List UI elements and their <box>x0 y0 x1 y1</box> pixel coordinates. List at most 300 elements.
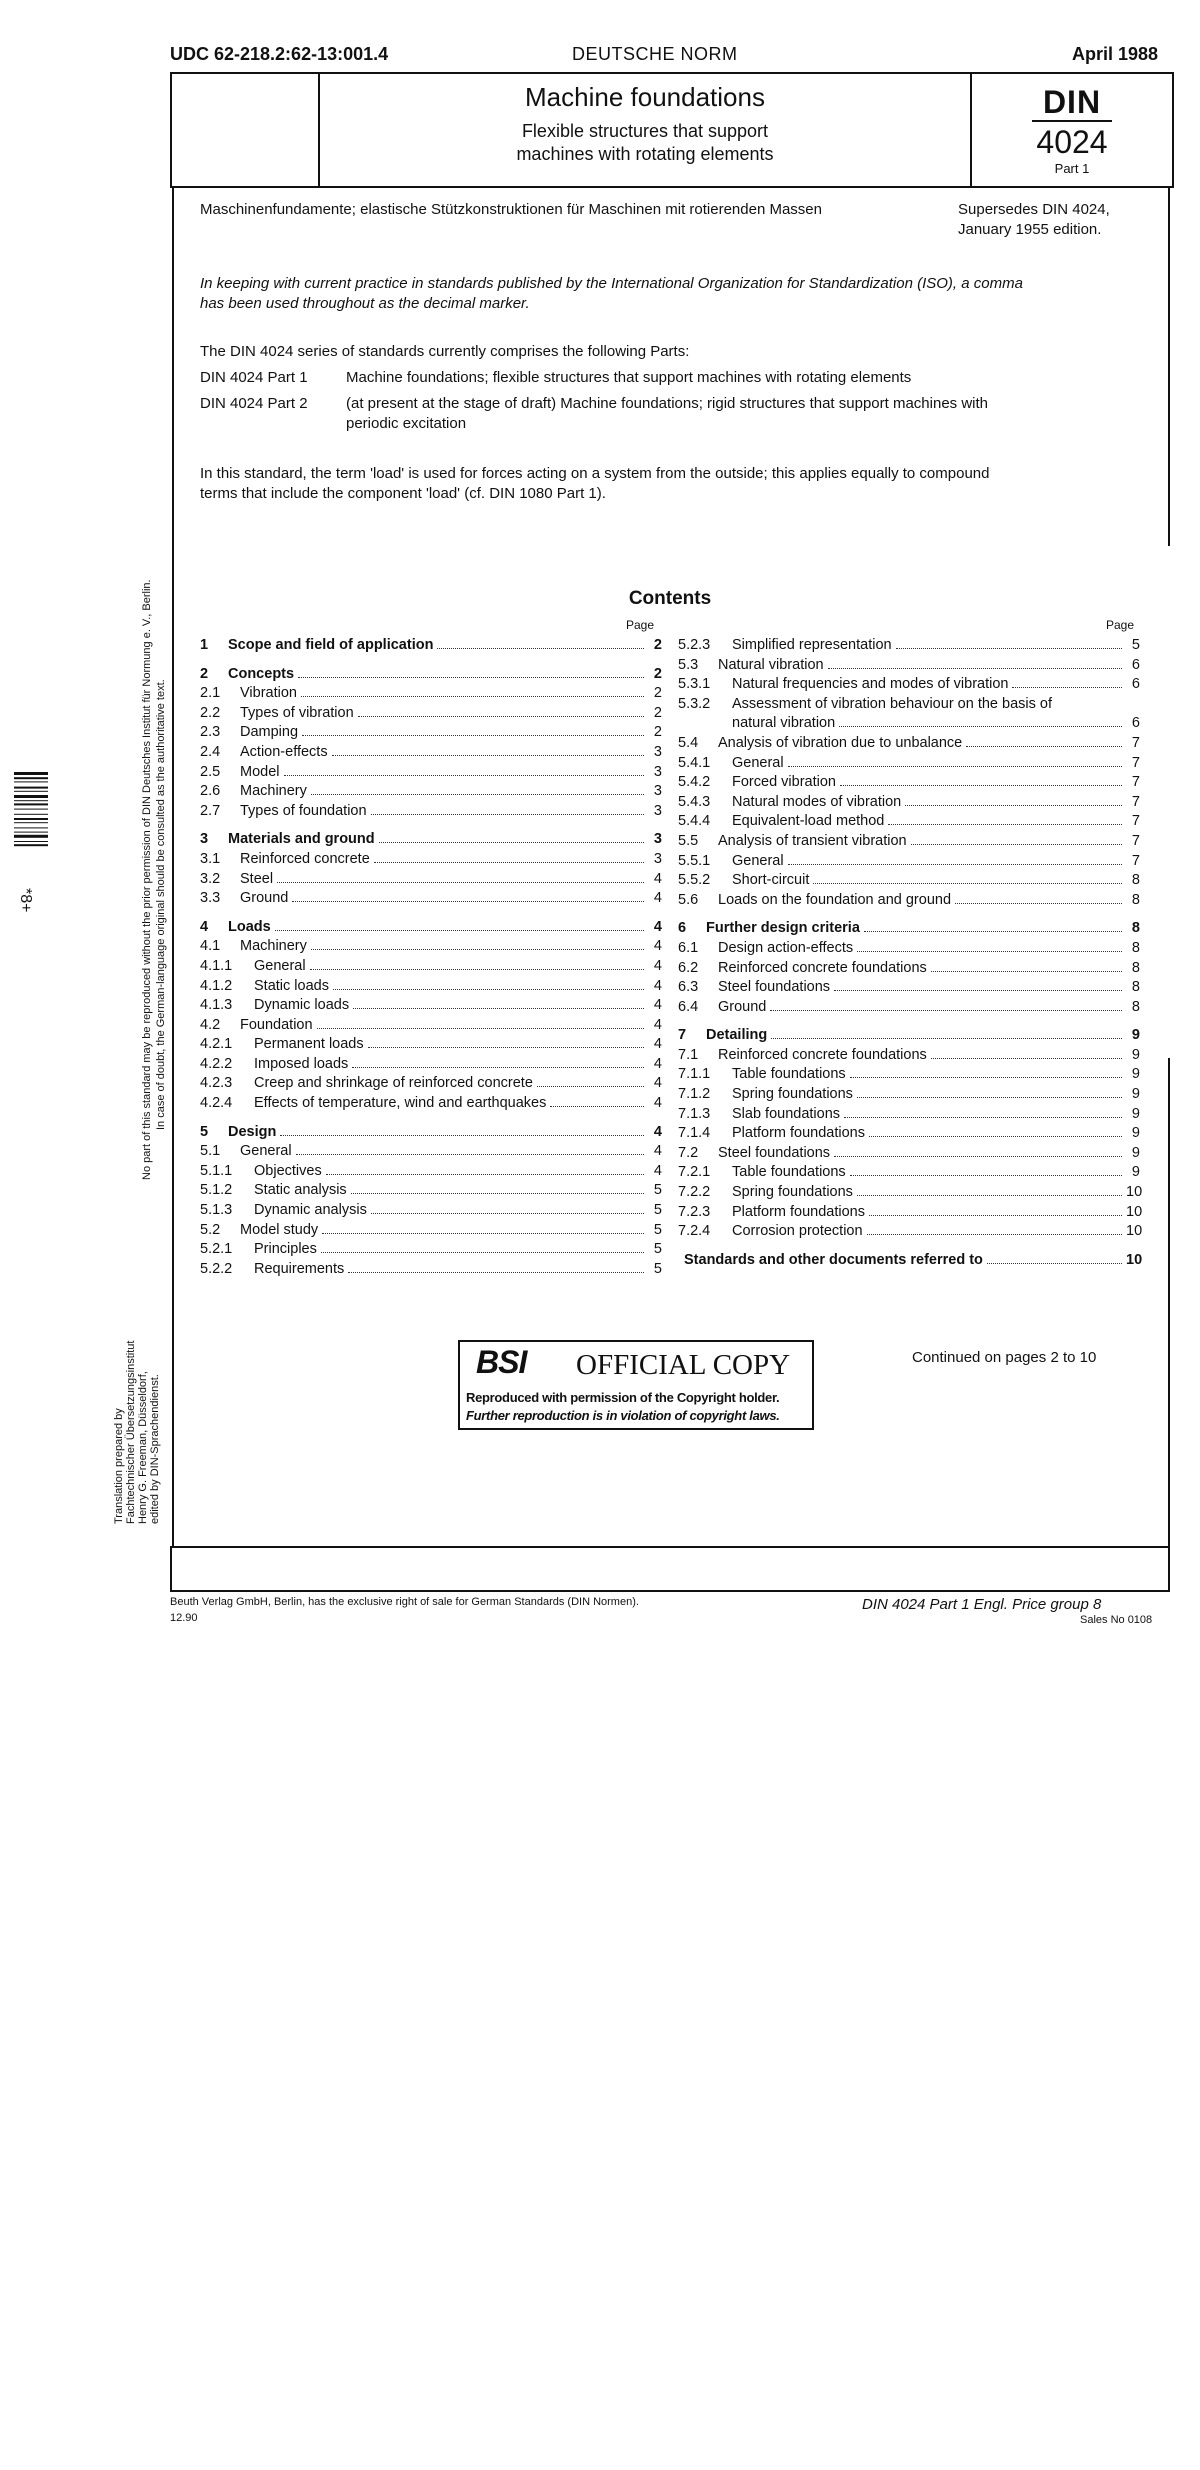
toc-leader-dots <box>788 852 1122 865</box>
toc-leader-dots <box>987 1251 1122 1264</box>
contents-list-right <box>678 636 1143 1270</box>
toc-entry-number: 4.1.3 <box>200 997 233 1014</box>
toc-entry-number: 5.4 <box>678 734 699 751</box>
toc-entry-page: 3 <box>653 783 662 800</box>
toc-leader-dots <box>326 1162 644 1175</box>
toc-entry-number: 7.2.3 <box>678 1203 711 1220</box>
toc-entry-page: 9 <box>1131 1164 1140 1181</box>
toc-entry-title: Analysis of vibration due to unbalance <box>718 734 963 751</box>
toc-leader-dots <box>1012 675 1122 688</box>
toc-entry-page: 7 <box>1131 793 1140 810</box>
toc-entry-title: Static loads <box>254 977 329 994</box>
toc-entry-number: 7.1 <box>678 1046 699 1063</box>
toc-entry <box>200 1035 662 1055</box>
toc-leader-dots <box>850 1163 1122 1176</box>
toc-entry-number: 1 <box>200 637 209 653</box>
deutsche-norm-label: DEUTSCHE NORM <box>572 44 738 64</box>
toc-leader-dots <box>352 1055 644 1068</box>
footer-reference: DIN 4024 Part 1 Engl. Price group 8 <box>862 1596 1102 1613</box>
barcode-bar <box>14 814 48 815</box>
toc-leader-dots <box>869 1124 1122 1137</box>
toc-leader-dots <box>292 889 644 902</box>
toc-entry-page: 8 <box>1131 920 1140 937</box>
toc-entry-title: Table foundations <box>732 1066 846 1083</box>
toc-entry <box>678 754 1140 774</box>
toc-entry <box>200 1162 662 1182</box>
toc-entry-page: 8 <box>1131 939 1140 956</box>
toc-entry-number: 5.3.1 <box>678 676 711 693</box>
toc-entry-title: natural vibration <box>732 715 836 732</box>
load-note-line-2: terms that include the component 'load' (cf. DIN 1080 Part 1). <box>200 485 606 502</box>
toc-entry <box>678 793 1140 813</box>
toc-entry-page: 4 <box>653 977 662 994</box>
toc-entry-number: 5.4.4 <box>678 813 711 830</box>
toc-leader-dots <box>353 996 644 1009</box>
toc-entry-title: Spring foundations <box>732 1086 853 1103</box>
toc-entry-number: 5.3 <box>678 656 699 673</box>
barcode-bar <box>14 809 48 810</box>
toc-entry <box>678 832 1140 852</box>
toc-entry <box>200 918 662 938</box>
toc-entry-page: 10 <box>1126 1223 1143 1240</box>
toc-entry-number: 5.1.2 <box>200 1182 233 1199</box>
title-divider-right <box>970 72 972 186</box>
toc-entry-page: 8 <box>1131 891 1140 908</box>
barcode-bar <box>14 781 48 782</box>
toc-leader-dots <box>857 939 1122 952</box>
barcode-bar <box>14 795 48 798</box>
toc-entry <box>200 802 662 822</box>
toc-entry <box>200 937 662 957</box>
bsi-logo: BSI <box>476 1344 527 1380</box>
din-logo-underline <box>1032 120 1112 122</box>
toc-entry-number: 5.2 <box>200 1221 221 1238</box>
toc-entry-page: 9 <box>1131 1105 1140 1122</box>
toc-leader-dots <box>348 1260 644 1273</box>
toc-leader-dots <box>839 714 1122 727</box>
standard-part: Part 1 <box>1054 161 1090 176</box>
continued-note: Continued on pages 2 to 10 <box>912 1349 1097 1366</box>
toc-entry <box>200 977 662 997</box>
toc-entry-title: Types of vibration <box>240 704 354 721</box>
toc-entry-number: 4.1.1 <box>200 957 233 974</box>
toc-entry-number: 2.6 <box>200 783 221 800</box>
toc-entry-page: 4 <box>653 1055 662 1072</box>
toc-entry-number: 6.1 <box>678 939 699 956</box>
toc-leader-dots <box>864 919 1122 932</box>
toc-entry-page: 4 <box>653 1123 662 1140</box>
toc-entry <box>678 1085 1140 1105</box>
barcode-icon <box>14 772 48 872</box>
toc-entry-title: Platform foundations <box>732 1203 865 1220</box>
toc-entry-number: 7.1.2 <box>678 1086 711 1103</box>
frame-line-right-bottom <box>1168 1058 1170 1548</box>
toc-entry-page: 3 <box>653 802 662 819</box>
toc-entry-title: Imposed loads <box>254 1055 349 1072</box>
toc-leader-dots <box>311 937 644 950</box>
toc-entry <box>200 1181 662 1201</box>
toc-entry-number: 7.2.4 <box>678 1223 711 1240</box>
toc-leader-dots <box>857 1183 1122 1196</box>
toc-entry-page: 9 <box>1131 1046 1140 1063</box>
toc-entry-page: 10 <box>1126 1203 1143 1220</box>
comma-note-line-2: has been used throughout as the decimal marker. <box>200 295 530 312</box>
toc-entry <box>200 1240 662 1260</box>
toc-entry-page: 10 <box>1126 1184 1143 1201</box>
toc-entry-number: 4.2.4 <box>200 1095 233 1112</box>
toc-entry <box>678 1163 1140 1183</box>
toc-entry-page: 3 <box>653 831 662 848</box>
toc-leader-dots <box>322 1221 644 1234</box>
toc-entry-page: 9 <box>1131 1027 1140 1044</box>
toc-entry-title: Loads <box>228 918 271 935</box>
toc-entry-number: 2.2 <box>200 704 221 721</box>
barcode-bar <box>14 844 48 846</box>
toc-entry-page: 9 <box>1131 1066 1140 1083</box>
toc-entry-title: Loads on the foundation and ground <box>718 891 952 908</box>
toc-entry <box>200 763 662 783</box>
toc-entry-title: General <box>732 754 784 771</box>
subtitle-line-2: machines with rotating elements <box>516 144 774 164</box>
frame-line-right-top <box>1168 186 1170 546</box>
toc-leader-dots <box>277 870 644 883</box>
toc-entry <box>200 830 662 850</box>
toc-leader-dots <box>321 1240 644 1253</box>
barcode-bar <box>14 803 48 805</box>
toc-entry-title: Equivalent-load method <box>732 813 885 830</box>
part2-text-cont: periodic excitation <box>346 415 467 432</box>
toc-entry-page: 7 <box>1131 734 1140 751</box>
toc-leader-dots <box>310 957 644 970</box>
toc-leader-dots <box>275 918 644 931</box>
toc-entry-number: 5.4.1 <box>678 754 711 771</box>
toc-entry-number: 5 <box>200 1123 209 1140</box>
barcode-bar <box>14 841 48 842</box>
toc-entry-number: 7.1.3 <box>678 1105 711 1122</box>
toc-leader-dots <box>911 832 1122 845</box>
toc-leader-dots <box>813 871 1122 884</box>
toc-entry <box>678 656 1140 676</box>
toc-leader-dots <box>332 743 644 756</box>
toc-leader-dots <box>955 891 1122 904</box>
toc-entry-page: 2 <box>653 665 662 682</box>
toc-entry-page: 4 <box>653 890 662 907</box>
toc-entry <box>200 1260 662 1280</box>
toc-entry <box>678 998 1140 1018</box>
toc-entry-page: 7 <box>1131 754 1140 771</box>
toc-entry <box>678 939 1140 959</box>
toc-entry-title: Simplified representation <box>732 637 892 653</box>
toc-entry-title: Further design criteria <box>706 920 860 937</box>
toc-entry <box>200 889 662 909</box>
udc-code: UDC 62-218.2:62-13:001.4 <box>170 44 389 64</box>
load-note-line-1: In this standard, the term 'load' is used for forces acting on a system from the outside; this applies equally to compound <box>200 465 990 482</box>
toc-entry-title: Reinforced concrete foundations <box>718 1046 927 1063</box>
translation-credit-line-2: Fachtechnischer Übersetzungsinstitut <box>125 1340 137 1524</box>
toc-leader-dots <box>379 830 644 843</box>
toc-leader-dots <box>437 636 644 649</box>
toc-entry-title: Table foundations <box>732 1164 846 1181</box>
toc-entry-title: Principles <box>254 1241 317 1258</box>
toc-entry <box>678 1222 1143 1242</box>
bsi-notice-line-2: Further reproduction is in violation of copyright laws. <box>466 1408 780 1423</box>
toc-entry <box>678 734 1140 754</box>
toc-leader-dots <box>931 1046 1122 1059</box>
barcode-bar <box>14 835 48 838</box>
supersedes-line-1: Supersedes DIN 4024, <box>958 201 1110 218</box>
toc-entry <box>200 636 662 656</box>
toc-leader-dots <box>374 850 644 863</box>
toc-entry-number: 7.2.1 <box>678 1164 711 1181</box>
part2-label: DIN 4024 Part 2 <box>200 395 308 412</box>
toc-entry <box>678 871 1140 891</box>
comma-note-line-1: In keeping with current practice in standards published by the International Organization for Standardization (ISO), a comma <box>200 275 1023 292</box>
toc-entry-number: 5.6 <box>678 891 699 908</box>
toc-entry-page: 8 <box>1131 872 1140 889</box>
toc-entry-number: 5.2.2 <box>200 1260 233 1277</box>
toc-entry-number: 7.1.1 <box>678 1066 711 1083</box>
toc-entry-page: 5 <box>653 1221 662 1238</box>
toc-entry <box>678 852 1140 872</box>
toc-entry-title: Concepts <box>228 665 295 682</box>
toc-entry <box>200 1055 662 1075</box>
toc-entry-number: 2.1 <box>200 685 221 702</box>
toc-entry <box>678 695 1140 715</box>
toc-leader-dots <box>537 1074 644 1087</box>
toc-entry-title: Materials and ground <box>228 831 375 848</box>
barcode-bar <box>14 818 48 820</box>
toc-entry-title: Model <box>240 763 280 780</box>
toc-entry-title: Types of foundation <box>240 802 367 819</box>
toc-entry-title: Assessment of vibration behaviour on the basis of <box>732 695 1052 712</box>
toc-entry <box>678 1026 1140 1046</box>
barcode-bar <box>14 800 48 801</box>
toc-entry-page: 4 <box>653 1036 662 1053</box>
toc-entry-number: 4.2 <box>200 1016 221 1033</box>
toc-entry-number: 3.1 <box>200 850 221 867</box>
contents-heading: Contents <box>628 588 712 609</box>
toc-leader-dots <box>850 1065 1122 1078</box>
toc-entry-title: Design <box>228 1123 277 1140</box>
toc-entry-number: 4 <box>200 918 209 935</box>
toc-entry-page: 3 <box>653 763 662 780</box>
toc-entry-number: 7.1.4 <box>678 1125 711 1142</box>
toc-entry-title: Machinery <box>240 938 307 955</box>
toc-entry <box>678 919 1140 939</box>
toc-entry-number: 5.5.2 <box>678 872 711 889</box>
toc-entry-number: 5.1.3 <box>200 1202 233 1219</box>
toc-entry-title: Natural frequencies and modes of vibration <box>732 676 1009 693</box>
toc-leader-dots <box>317 1016 644 1029</box>
toc-entry-page: 6 <box>1131 656 1140 673</box>
toc-entry-title: Damping <box>240 724 299 741</box>
toc-entry-page: 4 <box>653 1095 662 1112</box>
toc-entry-page: 8 <box>1131 979 1140 996</box>
toc-entry-page: 2 <box>653 685 662 702</box>
toc-entry-title: Requirements <box>254 1260 345 1277</box>
toc-entry-number: 5.1 <box>200 1143 221 1160</box>
bsi-official-copy: OFFICIAL COPY <box>576 1349 791 1381</box>
toc-entry <box>200 1142 662 1162</box>
toc-leader-dots <box>867 1222 1122 1235</box>
copyright-notice-line-1: No part of this standard may be reproduced without the prior permission of DIN Deutsches Institut für Normung e. V., Berlin. <box>141 579 153 1180</box>
toc-entry-title: Permanent loads <box>254 1036 364 1053</box>
toc-leader-dots <box>351 1181 644 1194</box>
toc-entry-page: 9 <box>1131 1086 1140 1103</box>
toc-entry <box>200 743 662 763</box>
toc-entry <box>678 891 1140 911</box>
toc-leader-dots <box>550 1094 644 1107</box>
toc-entry-title: Reinforced concrete <box>240 850 370 867</box>
toc-leader-dots <box>770 998 1122 1011</box>
toc-entry <box>678 812 1140 832</box>
toc-entry <box>678 1105 1140 1125</box>
toc-leader-dots <box>857 1085 1122 1098</box>
toc-entry-page: 9 <box>1131 1125 1140 1142</box>
copyright-notice-line-2: In case of doubt, the German-language original should be consulted as the authoritative text. <box>155 679 167 1130</box>
toc-entry-title: Creep and shrinkage of reinforced concrete <box>254 1075 533 1092</box>
toc-entry-number: 7 <box>678 1027 687 1044</box>
toc-entry-number: 2 <box>200 665 209 682</box>
part2-text: (at present at the stage of draft) Machine foundations; rigid structures that support machines with <box>346 395 989 412</box>
sticker-label: *8+ <box>17 888 34 913</box>
toc-entry <box>200 684 662 704</box>
toc-entry <box>200 870 662 890</box>
toc-entry-title: Natural vibration <box>718 656 824 673</box>
toc-entry-title: Platform foundations <box>732 1125 865 1142</box>
toc-entry-title: General <box>732 852 784 869</box>
toc-leader-dots <box>896 636 1122 649</box>
translation-credit-line-4: edited by DIN-Sprachendienst. <box>149 1374 161 1524</box>
toc-entry-number: 6.4 <box>678 998 699 1015</box>
toc-leader-dots <box>834 978 1122 991</box>
toc-entry-number: 2.5 <box>200 763 221 780</box>
barcode-bar <box>14 772 48 775</box>
toc-leader-dots <box>301 684 644 697</box>
toc-leader-dots <box>771 1026 1122 1039</box>
toc-entry <box>200 665 662 685</box>
toc-leader-dots <box>834 1144 1122 1157</box>
toc-entry <box>200 1123 662 1143</box>
page-column-label-right: Page <box>1106 618 1135 632</box>
standard-number: 4024 <box>1036 124 1108 160</box>
part1-label: DIN 4024 Part 1 <box>200 369 308 386</box>
toc-entry-title: Vibration <box>240 685 297 702</box>
toc-entry <box>678 1144 1140 1164</box>
toc-entry-page: 4 <box>653 1075 662 1092</box>
toc-entry-title: General <box>240 1143 292 1160</box>
toc-leader-dots <box>280 1123 644 1136</box>
toc-entry <box>200 704 662 724</box>
toc-entry <box>200 996 662 1016</box>
toc-entry-page: 4 <box>653 1016 662 1033</box>
toc-entry <box>200 1074 662 1094</box>
toc-entry-number: 6.3 <box>678 979 699 996</box>
toc-entry-title: Forced vibration <box>732 774 836 791</box>
barcode-bar <box>14 791 48 792</box>
part1-text: Machine foundations; flexible structures that support machines with rotating elements <box>346 369 912 386</box>
toc-entry-page: 7 <box>1131 813 1140 830</box>
toc-entry <box>678 1065 1140 1085</box>
toc-leader-dots <box>844 1105 1122 1118</box>
toc-entry-page: 4 <box>653 997 662 1014</box>
toc-entry-number: 4.2.2 <box>200 1055 233 1072</box>
toc-entry-number: 3.2 <box>200 870 221 887</box>
footer-frame <box>170 1548 1170 1592</box>
translation-credit-line-1: Translation prepared by <box>113 1408 125 1524</box>
toc-entry-number: 3 <box>200 831 209 848</box>
toc-leader-dots <box>284 763 645 776</box>
toc-entry-page: 2 <box>653 637 662 653</box>
toc-entry-number: 7.2 <box>678 1144 699 1161</box>
toc-leader-dots <box>371 1201 644 1214</box>
toc-entry-title: Design action-effects <box>718 939 854 956</box>
toc-entry-title: Action-effects <box>240 743 328 760</box>
toc-entry-page: 5 <box>1131 637 1140 653</box>
toc-entry-number: 6.2 <box>678 959 699 976</box>
footer-publisher-note: Beuth Verlag GmbH, Berlin, has the exclusive right of sale for German Standards (DIN Normen). <box>170 1596 639 1608</box>
toc-entry-title: Ground <box>718 998 767 1015</box>
toc-entry-number: 3.3 <box>200 890 221 907</box>
toc-entry-number: 4.2.1 <box>200 1036 233 1053</box>
toc-leader-dots <box>298 665 644 678</box>
toc-leader-dots <box>888 812 1122 825</box>
toc-entry-page: 3 <box>653 850 662 867</box>
toc-entry-page: 5 <box>653 1202 662 1219</box>
toc-entry <box>678 1203 1143 1223</box>
toc-entry-page: 3 <box>653 743 662 760</box>
toc-entry-page: 4 <box>653 918 662 935</box>
toc-entry-title: Short-circuit <box>732 872 810 889</box>
toc-leader-dots <box>358 704 644 717</box>
toc-leader-dots <box>905 793 1122 806</box>
toc-entry-title: Objectives <box>254 1162 322 1179</box>
barcode-bar <box>14 822 48 823</box>
toc-entry-title: Dynamic loads <box>254 997 350 1014</box>
toc-leader-dots <box>828 656 1122 669</box>
frame-line-left <box>172 186 174 1546</box>
toc-entry-number: 7.2.2 <box>678 1184 711 1201</box>
toc-entry-page: 4 <box>653 957 662 974</box>
toc-leader-dots <box>311 782 644 795</box>
toc-entry-title: Dynamic analysis <box>254 1202 367 1219</box>
toc-entry <box>678 773 1140 793</box>
toc-entry-title: Standards and other documents referred to <box>684 1251 983 1268</box>
toc-entry-title: Detailing <box>706 1027 768 1044</box>
toc-entry-title: Steel foundations <box>718 979 831 996</box>
toc-leader-dots <box>368 1035 644 1048</box>
toc-entry-title: Natural modes of vibration <box>732 793 902 810</box>
toc-entry <box>200 782 662 802</box>
toc-entry-title: Steel foundations <box>718 1144 831 1161</box>
toc-entry-title: Static analysis <box>254 1182 347 1199</box>
toc-entry-number: 5.3.2 <box>678 695 711 712</box>
footer-sales-number: Sales No 0108 <box>1080 1614 1153 1626</box>
toc-entry <box>678 675 1140 695</box>
toc-entry-page: 5 <box>653 1260 662 1277</box>
toc-entry <box>200 850 662 870</box>
toc-entry <box>200 1221 662 1241</box>
barcode-bar <box>14 827 48 828</box>
toc-entry-title: Reinforced concrete foundations <box>718 959 927 976</box>
toc-entry <box>200 1016 662 1036</box>
din-logo: DIN <box>1042 84 1102 120</box>
toc-entry <box>678 978 1140 998</box>
toc-entry-number: 5.2.1 <box>200 1241 233 1258</box>
toc-entry-title: Corrosion protection <box>732 1223 863 1240</box>
contents-list-left <box>200 636 662 1279</box>
toc-entry-page: 4 <box>653 1143 662 1160</box>
